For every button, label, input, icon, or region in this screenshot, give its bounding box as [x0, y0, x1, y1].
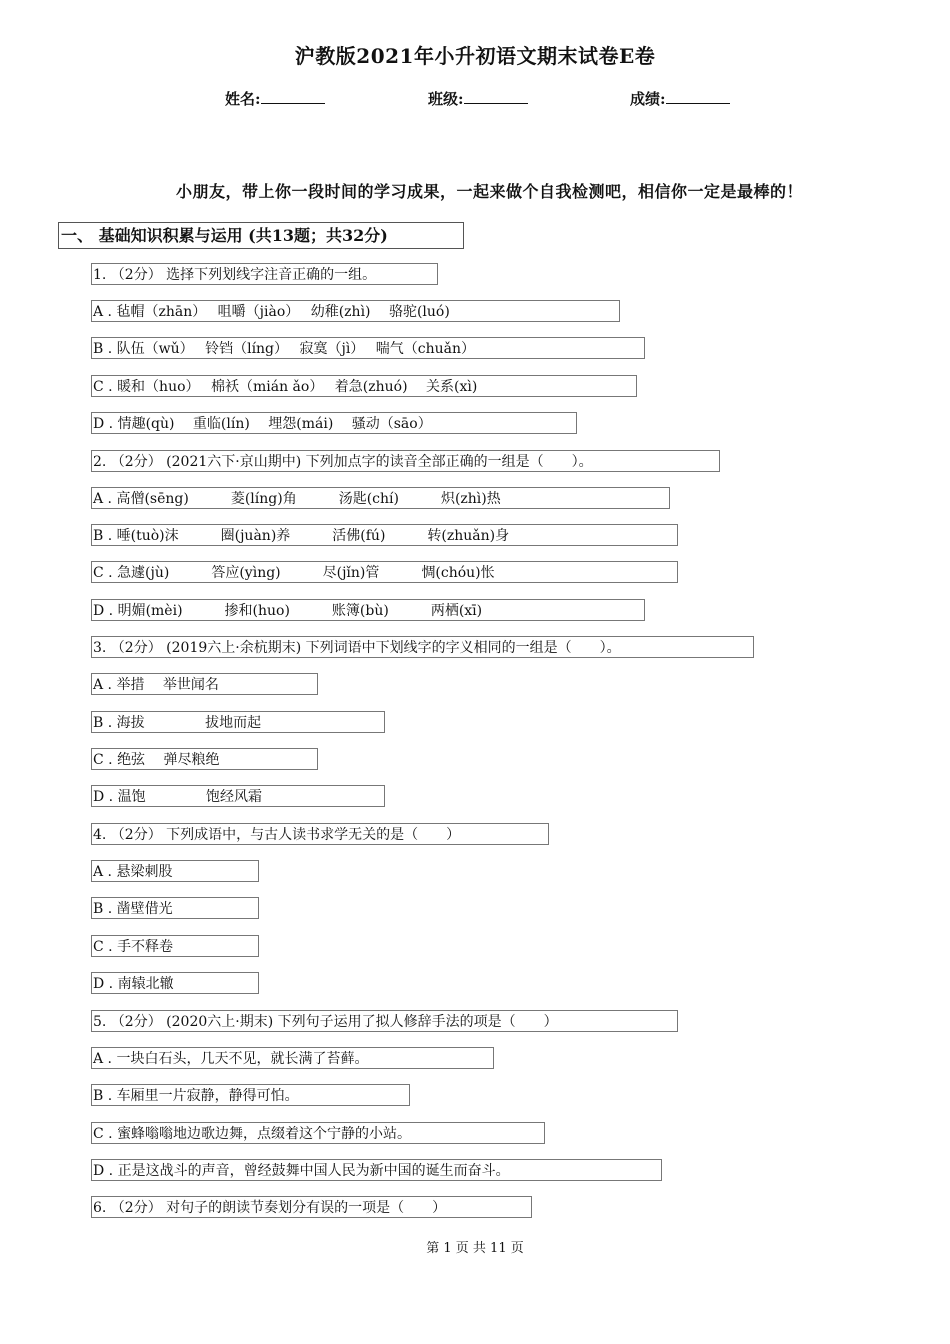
page-title: 沪教版2021年小升初语文期末试卷E卷 [294, 44, 656, 68]
page-footer: 第 1 页 共 11 页 [426, 1241, 524, 1256]
answer-option[interactable]: C . 绝弦 弹尽粮绝 [91, 748, 318, 770]
question-stem: 5. （2分） (2020六上·期末) 下列句子运用了拟人修辞手法的项是（ ） [91, 1010, 678, 1032]
name-label: 姓名: [225, 90, 261, 108]
answer-option[interactable]: D . 明媚(mèi) 掺和(huo) 账簿(bù) 两栖(xī) [91, 599, 645, 621]
class-label: 班级: [428, 90, 464, 108]
answer-option[interactable]: C . 手不释卷 [91, 935, 259, 957]
score-label: 成绩: [630, 90, 666, 108]
answer-option[interactable]: A . 悬梁刺股 [91, 860, 259, 882]
question-stem: 3. （2分） (2019六上·余杭期末) 下列词语中下划线字的字义相同的一组是（ ）。 [91, 636, 754, 658]
question-stem: 1. （2分） 选择下列划线字注音正确的一组。 [91, 263, 438, 285]
answer-option[interactable]: C . 急遽(jù) 答应(yìng) 尽(jǐn)管 惆(chóu)怅 [91, 561, 678, 583]
answer-option[interactable]: C . 暖和（huo） 棉袄（mián ǎo） 着急(zhuó) 关系(xì) [91, 375, 637, 397]
answer-option[interactable]: B . 车厢里一片寂静，静得可怕。 [91, 1084, 410, 1106]
answer-option[interactable]: D . 情趣(qù) 重临(lín) 埋怨(mái) 骚动（sāo） [91, 412, 577, 434]
answer-option[interactable]: D . 正是这战斗的声音，曾经鼓舞中国人民为新中国的诞生而奋斗。 [91, 1159, 662, 1181]
intro-text: 小朋友，带上你一段时间的学习成果，一起来做个自我检测吧，相信你一定是最棒的！ [176, 182, 804, 201]
score-blank[interactable] [666, 89, 730, 104]
answer-option[interactable]: D . 温饱 饱经风霜 [91, 785, 385, 807]
question-stem: 6. （2分） 对句子的朗读节奏划分有误的一项是（ ） [91, 1196, 532, 1218]
name-blank[interactable] [261, 89, 325, 104]
answer-option[interactable]: B . 队伍（wǔ） 铃铛（líng） 寂寞（jì） 喘气（chuǎn） [91, 337, 645, 359]
answer-option[interactable]: A . 高僧(sēng) 菱(líng)角 汤匙(chí) 炽(zhì)热 [91, 487, 670, 509]
question-stem: 2. （2分） (2021六下·京山期中) 下列加点字的读音全部正确的一组是（ ）。 [91, 450, 720, 472]
answer-option[interactable]: A . 毡帽（zhān） 咀嚼（jiào） 幼稚(zhì) 骆驼(luó) [91, 300, 620, 322]
class-field[interactable] [428, 88, 528, 109]
answer-option[interactable]: D . 南辕北辙 [91, 972, 259, 994]
score-field[interactable] [630, 88, 730, 109]
class-blank[interactable] [464, 89, 528, 104]
answer-option[interactable]: C . 蜜蜂嗡嗡地边歌边舞，点缀着这个宁静的小站。 [91, 1122, 545, 1144]
answer-option[interactable]: B . 唾(tuò)沫 圈(juàn)养 活佛(fú) 转(zhuǎn)身 [91, 524, 678, 546]
section-heading: 一、 基础知识积累与运用 (共13题；共32分) [58, 222, 464, 249]
answer-option[interactable]: A . 举措 举世闻名 [91, 673, 318, 695]
answer-option[interactable]: A . 一块白石头，几天不见，就长满了苔藓。 [91, 1047, 494, 1069]
answer-option[interactable]: B . 海拔 拔地而起 [91, 711, 385, 733]
question-stem: 4. （2分） 下列成语中，与古人读书求学无关的是（ ） [91, 823, 549, 845]
name-field[interactable] [225, 88, 325, 109]
answer-option[interactable]: B . 凿壁借光 [91, 897, 259, 919]
